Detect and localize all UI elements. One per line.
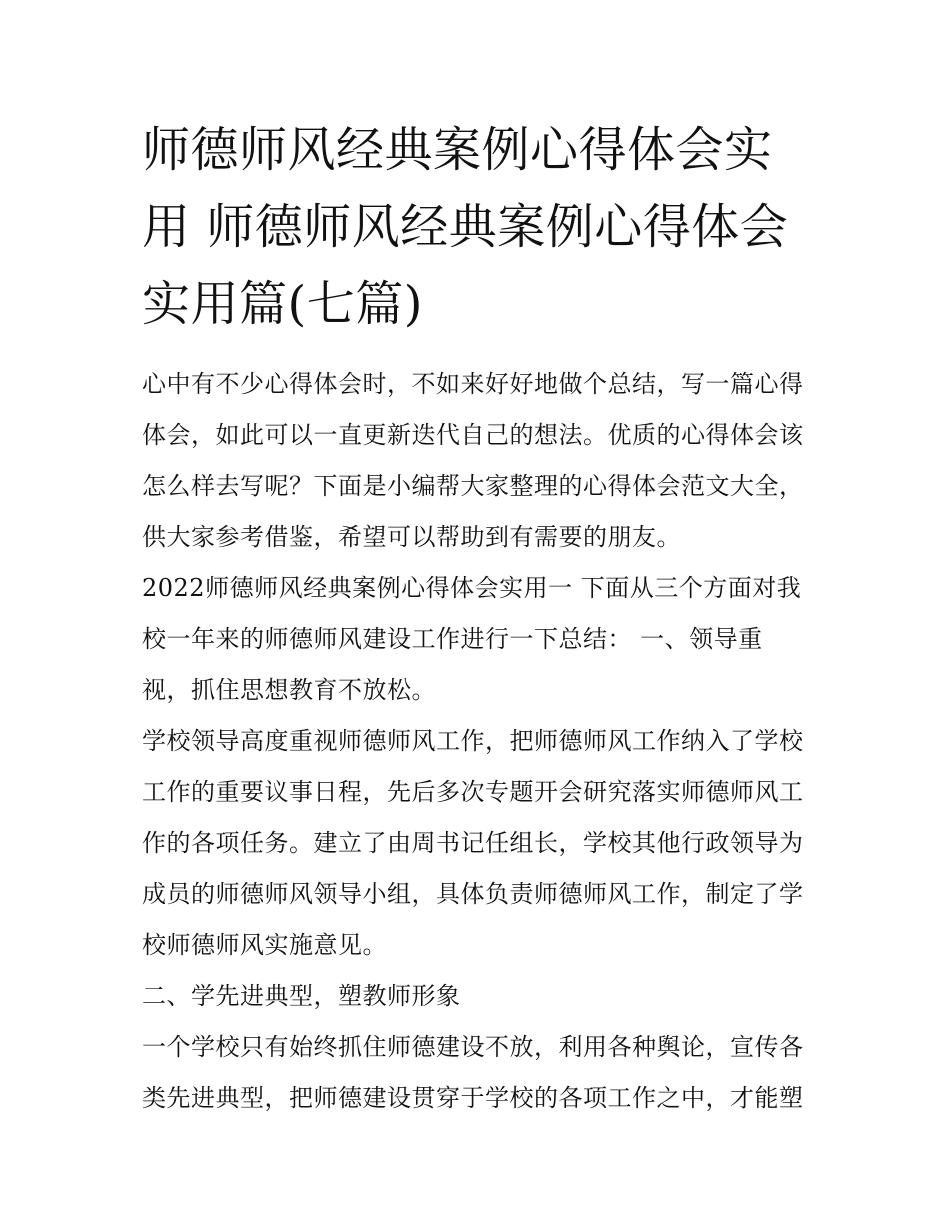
document-body xyxy=(142,359,808,1124)
document-title: 师德师风经典案例心得体会实用 师德师风经典案例心得体会实用篇(七篇) xyxy=(142,122,789,332)
section-one-paragraph: 2022师德师风经典案例心得体会实用一 下面从三个方面对我校一年来的师德师风建设工作进行一下总结： 一、领导重视，抓住思想教育不放松。 xyxy=(142,574,802,704)
model-teachers-paragraph: 一个学校只有始终抓住师德建设不放，利用各种舆论，宣传各类先进典型，把师德建设贯穿于学校的各项工作之中，才能塑 xyxy=(142,1033,804,1112)
section-two-heading: 二、学先进典型，塑教师形象 xyxy=(142,982,461,1010)
leadership-paragraph: 学校领导高度重视师德师风工作，把师德师风工作纳入了学校工作的重要议事日程，先后多次专题开会研究落实师德师风工作的各项任务。建立了由周书记任组长，学校其他行政领导为成员的师德师风领导小组，具体负责师德师风工作，制定了学校师德师风实施意见。 xyxy=(142,727,804,959)
intro-paragraph: 心中有不少心得体会时，不如来好好地做个总结，写一篇心得体会，如此可以一直更新迭代自己的想法。优质的心得体会该怎么样去写呢？下面是小编帮大家整理的心得体会范文大全，供大家参考借鉴，希望可以帮助到有需要的朋友。 xyxy=(142,370,804,551)
